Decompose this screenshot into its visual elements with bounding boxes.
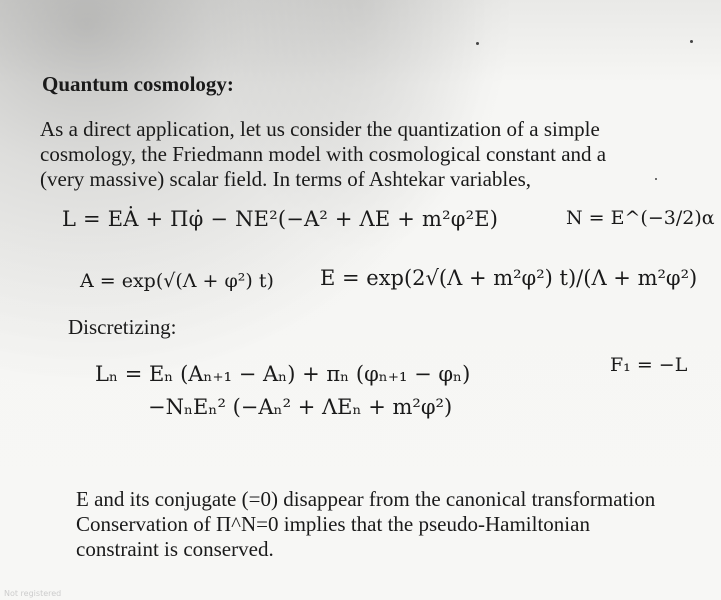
solution-a-equation: A = exp(√(Λ + φ²) t) (80, 270, 274, 292)
watermark-text: Not registered (4, 589, 62, 598)
intro-line-3: (very massive) scalar field. In terms of Ashtekar variables, (40, 167, 531, 191)
generating-function-equation: F₁ = −L (610, 354, 688, 376)
conclusion-line-1: E and its conjugate (=0) disappear from the canonical transformation (76, 487, 656, 511)
section-heading: Quantum cosmology: (42, 72, 234, 96)
lagrangian-equation: L = EȦ + Πφ̇ − NE²(−A² + ΛE + m²φ²E) (62, 207, 499, 231)
scan-speck (476, 42, 479, 45)
solution-e-equation: E = exp(2√(Λ + m²φ²) t)/(Λ + m²φ²) (320, 266, 698, 290)
conclusion-paragraph (76, 487, 721, 562)
discretizing-label: Discretizing: (68, 315, 177, 339)
intro-line-2: cosmology, the Friedmann model with cosmological constant and a (40, 142, 607, 166)
intro-line-1: As a direct application, let us consider the quantization of a simple (40, 117, 600, 141)
intro-paragraph (40, 117, 700, 192)
scan-speck (690, 40, 693, 43)
lapse-equation: N = E^(−3/2)α (566, 207, 715, 229)
discrete-lagrangian-line-2: −NₙEₙ² (−Aₙ² + ΛEₙ + m²φ²) (148, 395, 453, 419)
discrete-lagrangian-line-1: Lₙ = Eₙ (Aₙ₊₁ − Aₙ) + πₙ (φₙ₊₁ − φₙ) (95, 362, 471, 386)
conclusion-line-2: Conservation of Π^N=0 implies that the pseudo-Hamiltonian (76, 512, 590, 536)
conclusion-line-3: constraint is conserved. (76, 537, 274, 561)
